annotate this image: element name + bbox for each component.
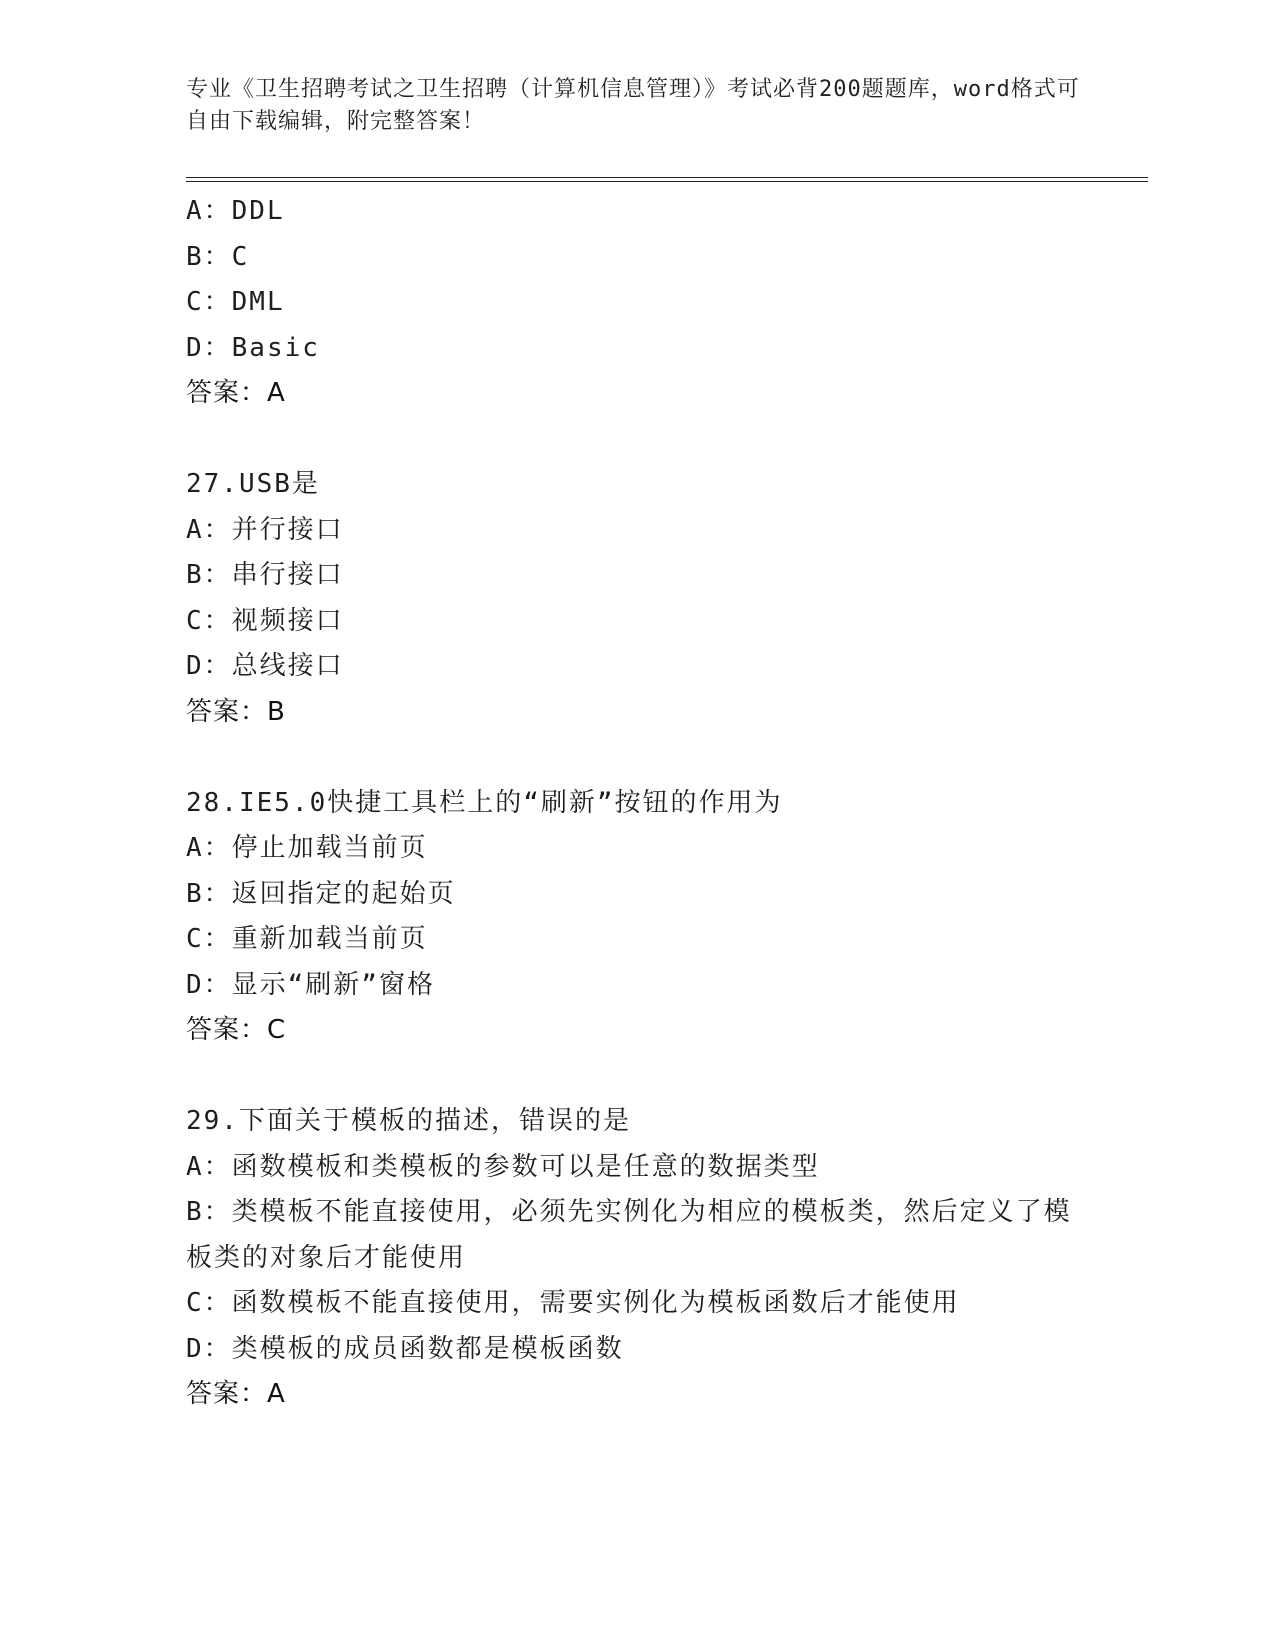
option-c: C：视频接口 bbox=[186, 605, 344, 636]
spacer bbox=[186, 417, 1086, 463]
spacer bbox=[186, 1054, 1086, 1100]
option-b: B：C bbox=[186, 241, 250, 272]
option-c: C：重新加载当前页 bbox=[186, 924, 428, 954]
question-text: 29.下面关于模板的描述，错误的是 bbox=[186, 1106, 631, 1136]
answer-line: 答案：B bbox=[186, 696, 286, 727]
option-c: C：函数模板不能直接使用，需要实例化为模板函数后才能使用 bbox=[186, 1288, 960, 1318]
option-b: B：返回指定的起始页 bbox=[186, 878, 456, 909]
header-divider-bottom bbox=[186, 181, 1148, 182]
option-d: D：Basic bbox=[186, 332, 320, 363]
question-text: 28.IE5.0快捷工具栏上的“刷新”按钮的作用为 bbox=[186, 787, 783, 818]
option-a: A：并行接口 bbox=[186, 514, 344, 545]
option-b: B：串行接口 bbox=[186, 560, 344, 590]
option-d: D：显示“刷新”窗格 bbox=[186, 969, 435, 1000]
option-b: B：类模板不能直接使用，必须先实例化为相应的模板类，然后定义了模板类的对象后才能使用 bbox=[186, 1197, 1072, 1273]
question-26 bbox=[186, 189, 1086, 417]
question-list bbox=[186, 189, 1086, 1418]
question-28 bbox=[186, 781, 1086, 1054]
question-29 bbox=[186, 1099, 1086, 1418]
option-a: A：DDL bbox=[186, 196, 285, 226]
question-text: 27.USB是 bbox=[186, 469, 320, 499]
question-27 bbox=[186, 462, 1086, 735]
option-d: D：类模板的成员函数都是模板函数 bbox=[186, 1333, 624, 1364]
answer-line: 答案：C bbox=[186, 1015, 287, 1045]
answer-line: 答案：A bbox=[186, 1379, 286, 1409]
answer-line: 答案：A bbox=[186, 378, 286, 408]
option-c: C：DML bbox=[186, 287, 285, 317]
spacer bbox=[186, 735, 1086, 781]
option-a: A：停止加载当前页 bbox=[186, 833, 428, 863]
header-divider-top bbox=[186, 177, 1148, 178]
document-header: 专业《卫生招聘考试之卫生招聘（计算机信息管理）》考试必背200题题库，word格式可自由下载编辑，附完整答案！ bbox=[186, 77, 1080, 134]
option-a: A：函数模板和类模板的参数可以是任意的数据类型 bbox=[186, 1151, 820, 1182]
option-d: D：总线接口 bbox=[186, 651, 344, 681]
